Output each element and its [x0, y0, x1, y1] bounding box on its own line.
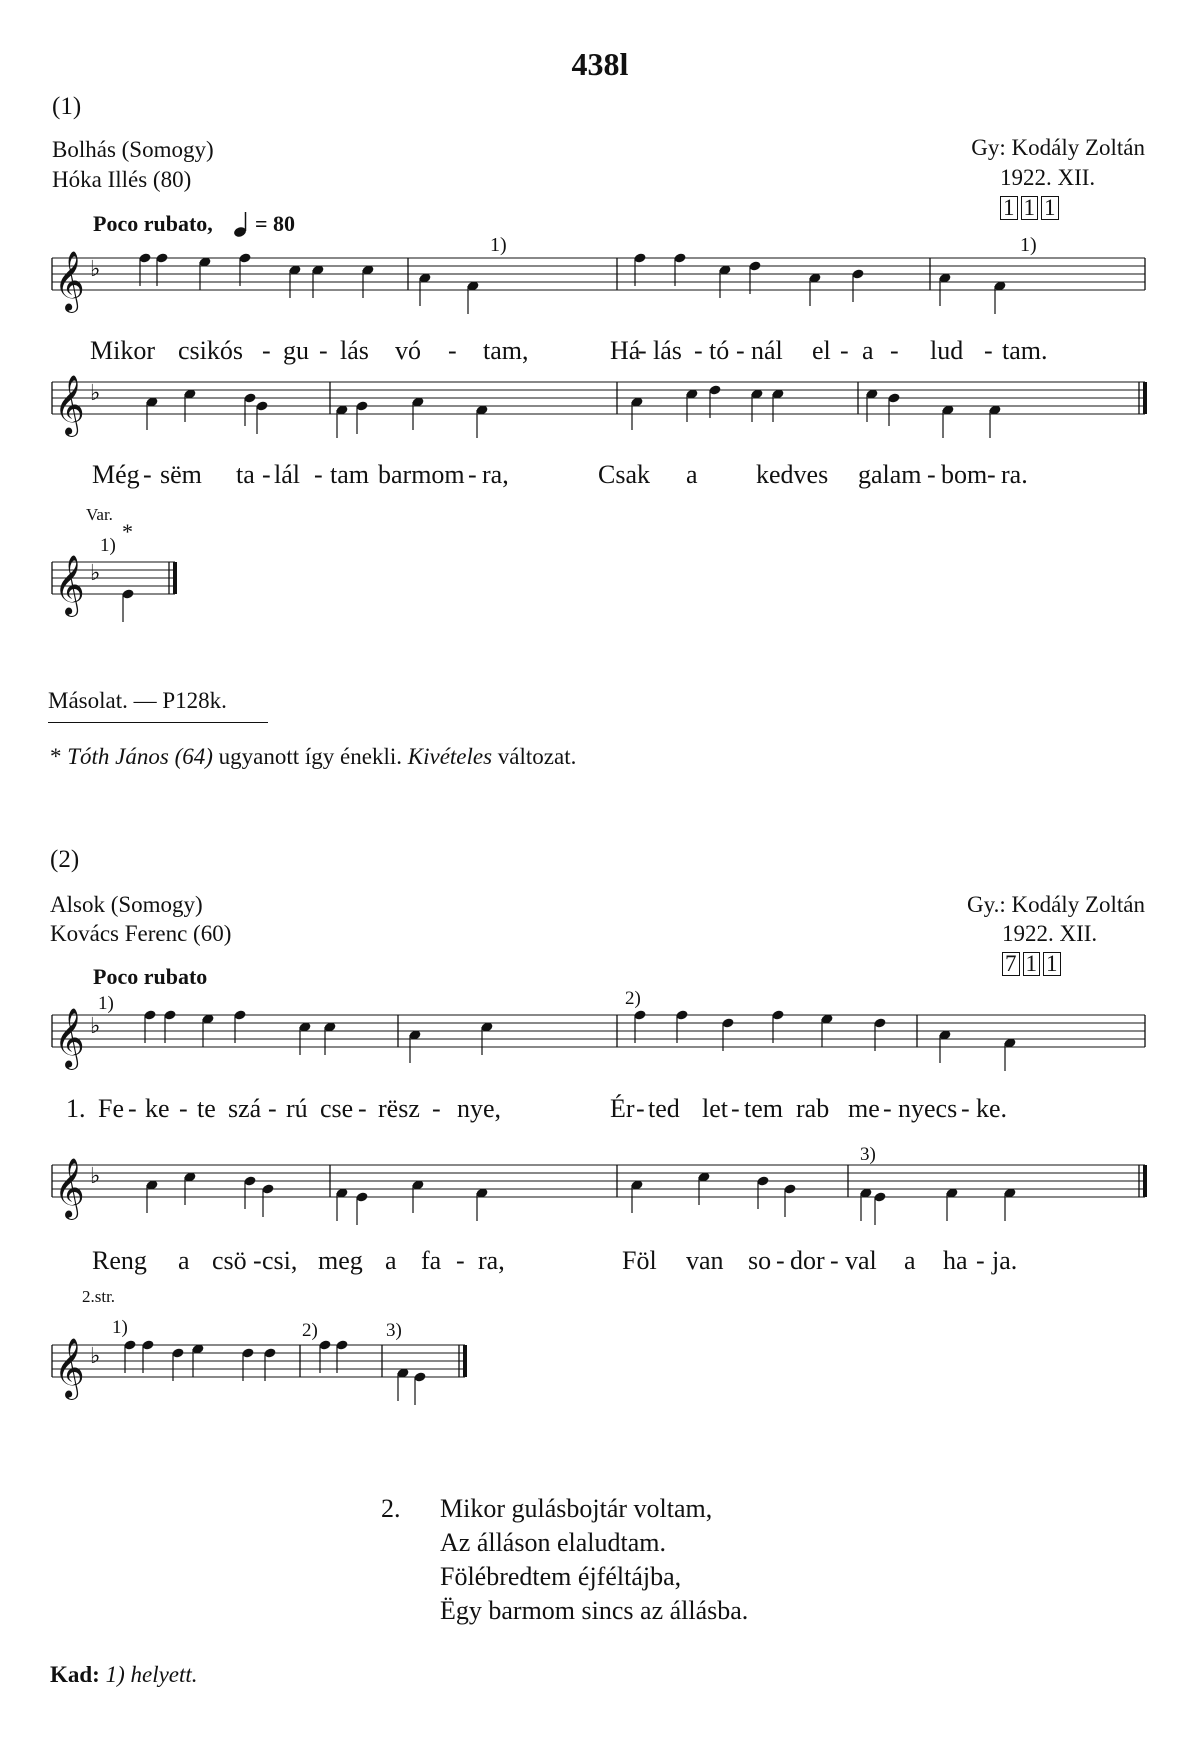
- str-mark: 2): [302, 1320, 318, 1341]
- lyric: ra,: [478, 1246, 505, 1275]
- lyric: nyecs: [898, 1094, 958, 1123]
- lyric: val: [845, 1246, 877, 1275]
- kad-text: 1) helyett.: [105, 1662, 198, 1687]
- lyric: sëm: [160, 460, 202, 489]
- lyric: kedves: [756, 460, 829, 489]
- lyric: Még: [92, 460, 140, 489]
- lyric: ted: [648, 1094, 680, 1123]
- lyric: -: [319, 336, 328, 365]
- code-box: 1: [1023, 952, 1041, 976]
- tune2-label: (2): [50, 846, 80, 873]
- lyric: -: [468, 460, 477, 489]
- treble-clef-icon: 𝄞: [54, 251, 85, 311]
- lyric: ra.: [1001, 460, 1028, 489]
- lyric: -: [253, 1246, 262, 1275]
- lyric: meg: [318, 1246, 363, 1275]
- tune1-footnote-mark: 1): [1020, 234, 1037, 256]
- tune1-footnote-mark: 1): [490, 234, 507, 256]
- treble-clef-icon: 𝄞: [54, 1158, 85, 1218]
- lyric: a: [686, 460, 698, 489]
- tune1-note: [50, 745, 576, 768]
- lyric: Föl: [622, 1246, 657, 1275]
- tune2-singer: Kovács Ferenc (60): [50, 921, 232, 946]
- lyric: Csak: [598, 460, 650, 489]
- lyric: szá: [228, 1094, 262, 1123]
- lyric: -: [987, 460, 996, 489]
- str-mark: 3): [386, 1320, 402, 1341]
- stanza-text: [440, 1492, 748, 1628]
- lyric: tó: [709, 336, 730, 365]
- lyric: csi,: [262, 1246, 298, 1275]
- lyric: bom: [941, 460, 988, 489]
- lyric: -: [448, 336, 457, 365]
- lyric: nál: [751, 336, 783, 365]
- lyric: -: [128, 1094, 137, 1123]
- lyric: a: [862, 336, 874, 365]
- lyric: vó: [395, 336, 421, 365]
- stanza-line: Mikor gulásbojtár voltam,: [440, 1494, 713, 1523]
- note-end: változat.: [492, 744, 577, 769]
- str-label: 2.str.: [82, 1287, 116, 1306]
- var-star: *: [122, 519, 133, 544]
- lyric: tam.: [1002, 336, 1048, 365]
- lyric: -: [268, 1094, 277, 1123]
- lyric: csö: [212, 1246, 247, 1275]
- lyric: -: [314, 460, 323, 489]
- flat-icon: ♭: [90, 257, 101, 282]
- tune1-singer: Hóka Illés (80): [52, 167, 192, 192]
- note-mid: ugyanott így énekli.: [212, 744, 408, 769]
- lyric: lás: [340, 336, 369, 365]
- lyric: a: [904, 1246, 916, 1275]
- lyric: -: [840, 336, 849, 365]
- lyric: -: [830, 1246, 839, 1275]
- lyric: me: [848, 1094, 880, 1123]
- tune2-mark: 2): [625, 988, 641, 1009]
- tune1-label: (1): [52, 93, 82, 120]
- tune1-tempo: Poco rubato,: [93, 211, 213, 236]
- lyric: cse: [320, 1094, 354, 1123]
- lyric: -: [890, 336, 899, 365]
- tune2-tempo: Poco rubato: [93, 964, 208, 989]
- tune1-source: Másolat. — P128k.: [48, 688, 227, 713]
- code-box: 1: [1000, 196, 1018, 220]
- lyric: ha: [943, 1246, 968, 1275]
- lyric: -: [636, 1094, 645, 1123]
- lyric: -: [984, 336, 993, 365]
- lyric: tem: [744, 1094, 783, 1123]
- stanza-number: 2.: [381, 1494, 401, 1523]
- tune1-place: Bolhás (Somogy): [52, 137, 214, 162]
- flat-icon: ♭: [90, 1164, 101, 1189]
- stanza-line: Az álláson elaludtam.: [440, 1528, 666, 1557]
- lyric: nye,: [457, 1094, 502, 1123]
- tune1-collector: Gy: Kodály Zoltán: [971, 135, 1145, 160]
- lyric: gu: [283, 336, 309, 365]
- code-box: 1: [1043, 952, 1061, 976]
- lyric: -: [927, 460, 936, 489]
- str-mark: 1): [112, 1317, 128, 1338]
- treble-clef-icon: 𝄞: [54, 375, 85, 435]
- treble-clef-icon: 𝄞: [54, 555, 85, 615]
- lyric: el: [812, 336, 831, 365]
- tune2-codes: [1002, 952, 1064, 976]
- lyric: -: [358, 1094, 367, 1123]
- flat-icon: ♭: [90, 1344, 101, 1369]
- treble-clef-icon: 𝄞: [54, 1338, 85, 1398]
- lyric: rab: [796, 1094, 830, 1123]
- lyric: ta: [236, 460, 255, 489]
- tune2-place: Alsok (Somogy): [50, 892, 203, 917]
- lyric: -: [179, 1094, 188, 1123]
- lyric: fa: [421, 1246, 442, 1275]
- lyric: -: [694, 336, 703, 365]
- tune2-mark: 3): [860, 1144, 876, 1165]
- note-star: *: [50, 744, 62, 769]
- kad-label: Kad:: [50, 1662, 100, 1687]
- lyric: galam: [858, 460, 922, 489]
- lyric: te: [197, 1094, 216, 1123]
- page-number: 438l: [571, 46, 629, 82]
- kad-note: [50, 1663, 198, 1686]
- var-mark: 1): [100, 535, 116, 556]
- lyric: -: [731, 1094, 740, 1123]
- lyric: -: [262, 460, 271, 489]
- stanza-line: Fölébredtem éjféltájba,: [440, 1562, 682, 1591]
- lyric: csikós: [178, 336, 243, 365]
- lyric: Mikor: [90, 336, 155, 365]
- lyric: lál: [274, 460, 300, 489]
- lyric: dor: [790, 1246, 825, 1275]
- flat-icon: ♭: [90, 1014, 101, 1039]
- lyric: ke: [145, 1094, 170, 1123]
- lyric: a: [178, 1246, 190, 1275]
- lyric: -: [736, 336, 745, 365]
- lyric: barmom: [378, 460, 465, 489]
- lyric: -: [456, 1246, 465, 1275]
- code-box: 1: [1041, 196, 1059, 220]
- lyric: -: [776, 1246, 785, 1275]
- tune2-collector: Gy.: Kodály Zoltán: [966, 892, 1145, 917]
- tune1-tempo-value: = 80: [255, 211, 296, 236]
- note-name: Tóth János (64): [67, 744, 213, 769]
- treble-clef-icon: 𝄞: [54, 1008, 85, 1068]
- tune2-date: 1922. XII.: [1002, 921, 1098, 946]
- lyric: so: [748, 1246, 772, 1275]
- lyric: 1.: [66, 1094, 86, 1123]
- lyric: a: [385, 1246, 397, 1275]
- lyric: -: [976, 1246, 985, 1275]
- lyric: -: [262, 336, 271, 365]
- lyric: -: [143, 460, 152, 489]
- lyric: lás: [653, 336, 682, 365]
- lyric: -: [961, 1094, 970, 1123]
- lyric: lud: [930, 336, 964, 365]
- tune2-mark: 1): [98, 993, 114, 1014]
- code-box: 1: [1021, 196, 1039, 220]
- note-kivateles: Kivételes: [407, 744, 493, 769]
- flat-icon: ♭: [90, 381, 101, 406]
- lyric: -: [638, 336, 647, 365]
- lyric: van: [686, 1246, 724, 1275]
- lyric: rësz: [378, 1094, 420, 1123]
- lyric: Ér: [610, 1094, 635, 1123]
- lyric: ja.: [992, 1246, 1018, 1275]
- var-label: Var.: [86, 505, 113, 524]
- lyric: tam,: [483, 336, 529, 365]
- lyric: -: [883, 1094, 892, 1123]
- lyric: ke.: [976, 1094, 1008, 1123]
- lyric: rú: [286, 1094, 308, 1123]
- flat-icon: ♭: [90, 561, 101, 586]
- footnote-rule: [48, 722, 268, 723]
- lyric: Há: [610, 336, 641, 365]
- lyric: ra,: [482, 460, 509, 489]
- tune1-date: 1922. XII.: [1000, 165, 1096, 190]
- lyric: let: [702, 1094, 728, 1123]
- lyric: tam: [330, 460, 369, 489]
- lyric: Fe: [98, 1094, 124, 1123]
- lyric: Reng: [92, 1246, 147, 1275]
- stanza-line: Ëgy barmom sincs az állásba.: [440, 1596, 749, 1625]
- code-box: 7: [1002, 952, 1020, 976]
- lyric: -: [432, 1094, 441, 1123]
